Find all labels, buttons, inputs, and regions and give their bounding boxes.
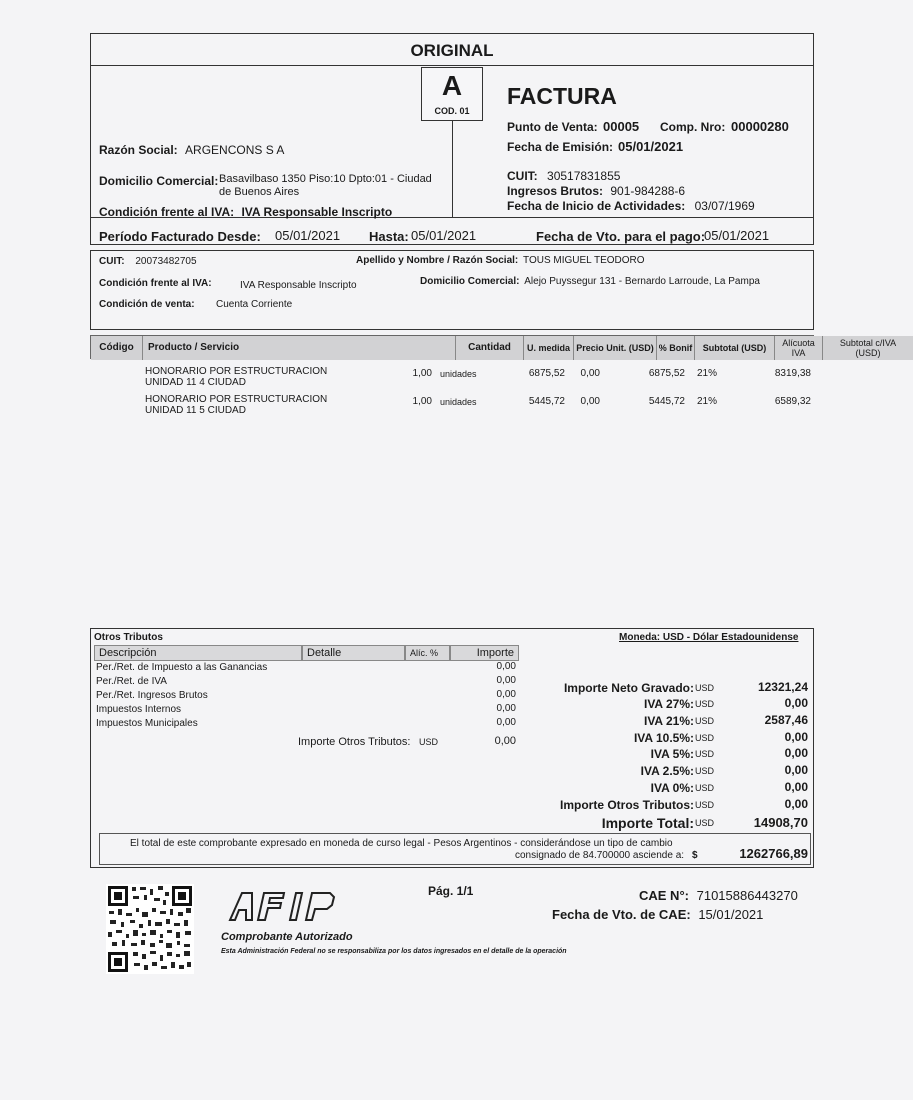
total-value: 12321,24	[757, 680, 808, 694]
emisor-razon-label: Razón Social:	[99, 143, 178, 157]
importe-total-row	[520, 815, 810, 833]
tributo-row-importe: 0,00	[496, 675, 516, 686]
vto-pago-label: Fecha de Vto. para el pago:	[536, 229, 706, 244]
pesos-line2: consignado de 84.700000 asciende a:	[515, 850, 685, 861]
tributo-row-importe: 0,00	[496, 717, 516, 728]
total-row	[520, 680, 810, 696]
total-label: IVA 0%:	[650, 781, 694, 795]
row-alicuota: 21%	[697, 368, 718, 379]
tributos-title: Otros Tributos	[94, 632, 163, 643]
emisor-domicilio-label: Domicilio Comercial:	[99, 174, 219, 188]
total-cur: USD	[695, 683, 715, 693]
tributo-row-importe: 0,00	[496, 661, 516, 672]
pv-label: Punto de Venta:	[507, 120, 598, 134]
total-value: 0,00	[784, 696, 808, 710]
total-label: IVA 21%:	[643, 714, 694, 728]
total-cur: USD	[695, 716, 715, 726]
receptor-domicilio: Alejo Puyssegur 131 - Bernardo Larroude, La Pampa	[524, 276, 760, 287]
emisor-iva: IVA Responsable Inscripto	[241, 205, 393, 219]
importe-total-cur: USD	[695, 818, 715, 828]
row-subtotal: 6875,52	[648, 368, 685, 379]
emisor-razon-row	[99, 143, 284, 157]
comprobante-autorizado: Comprobante Autorizado	[221, 931, 353, 943]
row-bonif: 0,00	[580, 368, 600, 379]
emisor-iva-label: Condición frente al IVA:	[99, 205, 235, 219]
cae-label: CAE N°:	[639, 888, 689, 903]
emisor-razon: ARGENCONS S A	[185, 143, 285, 157]
comp-value: 00000280	[731, 119, 789, 134]
total-row	[520, 696, 810, 712]
receptor-cuit-row	[99, 256, 197, 267]
tributo-row-desc: Impuestos Municipales	[96, 718, 198, 729]
row-desc-line1: HONORARIO POR ESTRUCTURACION	[145, 394, 328, 405]
row-subtotal-iva: 6589,32	[774, 396, 811, 407]
total-row	[520, 746, 810, 762]
periodo-hasta-label: Hasta:	[369, 229, 409, 244]
importe-total-value: 14908,70	[753, 815, 808, 830]
total-value: 0,00	[784, 746, 808, 760]
col-producto: Producto / Servicio	[143, 336, 456, 360]
ingresos-brutos-row	[507, 184, 685, 198]
total-value: 0,00	[784, 730, 808, 744]
col-precio: Precio Unit. (USD)	[574, 336, 657, 360]
ingresos-brutos-label: Ingresos Brutos:	[507, 184, 604, 198]
emisor-iva-row	[99, 205, 392, 219]
periodo-desde: 05/01/2021	[275, 228, 341, 243]
total-cur: USD	[695, 749, 715, 759]
col-umedida: U. medida	[524, 336, 574, 360]
pagina: Pág. 1/1	[428, 884, 474, 898]
receptor-cuit: 20073482705	[135, 256, 197, 267]
emisor-cuit-row	[507, 169, 620, 183]
table-row	[90, 364, 814, 392]
moneda: Moneda: USD - Dólar Estadounidense	[619, 632, 799, 643]
table-row	[90, 392, 814, 420]
tributo-row-desc: Per./Ret. de Impuesto a las Ganancias	[96, 662, 268, 673]
row-cantidad: 1,00	[412, 368, 432, 379]
row-unidad: unidades	[440, 397, 477, 407]
col-subtotal: Subtotal (USD)	[695, 336, 775, 360]
row-subtotal-iva: 8319,38	[774, 368, 811, 379]
total-cur: USD	[695, 699, 715, 709]
col-subtotal-iva: Subtotal c/IVA (USD)	[823, 336, 913, 360]
cae-row	[639, 888, 798, 903]
row-desc-line2: UNIDAD 11 5 CIUDAD	[145, 405, 246, 416]
original-title: ORIGINAL	[410, 41, 494, 60]
row-desc-line2: UNIDAD 11 4 CIUDAD	[145, 377, 246, 388]
tributos-total: 0,00	[494, 735, 516, 747]
letter-a: A	[441, 70, 463, 101]
importe-total-label: Importe Total:	[601, 815, 694, 831]
total-value: 2587,46	[764, 713, 808, 727]
receptor-nombre-label: Apellido y Nombre / Razón Social:	[356, 255, 519, 266]
total-label: IVA 2.5%:	[640, 764, 694, 778]
emisor-cuit-label: CUIT:	[507, 169, 538, 183]
total-label: IVA 10.5%:	[633, 731, 694, 745]
tributos-total-cur: USD	[419, 737, 439, 747]
col-codigo: Código	[91, 336, 143, 360]
tributos-col-alic: Alíc. %	[405, 645, 450, 661]
condicion-venta-label: Condición de venta:	[99, 299, 195, 310]
emisor-domicilio-2: de Buenos Aires	[219, 186, 300, 198]
inicio-actividades-label: Fecha de Inicio de Actividades:	[507, 199, 686, 213]
total-label: Importe Otros Tributos:	[559, 798, 694, 812]
items-table-header	[90, 335, 897, 359]
condicion-venta: Cuenta Corriente	[216, 299, 293, 310]
tributos-col-detalle: Detalle	[302, 645, 405, 661]
receptor-nombre-row	[356, 255, 645, 266]
inicio-actividades-row	[507, 199, 755, 213]
pv-value: 00005	[603, 119, 640, 134]
total-cur: USD	[695, 783, 715, 793]
tributos-col-importe: Importe	[450, 645, 519, 661]
cae-vto-label: Fecha de Vto. de CAE:	[552, 907, 691, 922]
pesos-line1: El total de este comprobante expresado en moneda de curso legal - Pesos Argentinos - considerándose un tipo de cambio	[130, 838, 673, 849]
receptor-iva: IVA Responsable Inscripto	[240, 280, 357, 291]
total-row	[520, 730, 810, 746]
row-desc-line1: HONORARIO POR ESTRUCTURACION	[145, 366, 328, 377]
disclaimer: Esta Administración Federal no se responsabiliza por los datos ingresados en el detalle de la operación	[221, 948, 567, 955]
row-unidad: unidades	[440, 369, 477, 379]
total-row	[520, 797, 810, 813]
total-row	[520, 713, 810, 729]
fecha-emision-label: Fecha de Emisión:	[507, 140, 614, 154]
inicio-actividades: 03/07/1969	[694, 199, 755, 213]
receptor-cuit-label: CUIT:	[99, 256, 125, 267]
vto-pago: 05/01/2021	[704, 228, 770, 243]
receptor-nombre: TOUS MIGUEL TEODORO	[523, 255, 645, 266]
total-row	[520, 780, 810, 796]
pesos-value: 1262766,89	[739, 846, 808, 861]
cod-label: COD. 01	[434, 106, 470, 116]
header-divider	[452, 120, 453, 217]
tributo-row-importe: 0,00	[496, 703, 516, 714]
fecha-emision: 05/01/2021	[618, 139, 684, 154]
cae-vto-row	[552, 907, 763, 922]
cae: 71015886443270	[696, 888, 798, 903]
pesos-symbol: $	[692, 850, 698, 861]
total-value: 0,00	[784, 763, 808, 777]
periodo-desde-label: Período Facturado Desde:	[99, 229, 261, 244]
total-value: 0,00	[784, 780, 808, 794]
total-cur: USD	[695, 766, 715, 776]
row-precio: 5445,72	[528, 396, 565, 407]
items-table-body	[90, 364, 814, 424]
row-precio: 6875,52	[528, 368, 565, 379]
periodo-hasta: 05/01/2021	[411, 228, 477, 243]
row-cantidad: 1,00	[412, 396, 432, 407]
total-row	[520, 763, 810, 779]
row-bonif: 0,00	[580, 396, 600, 407]
col-alicuota: Alícuota IVA	[775, 336, 823, 360]
emisor-cuit: 30517831855	[547, 169, 621, 183]
tributos-col-desc: Descripción	[94, 645, 302, 661]
total-label: IVA 27%:	[643, 697, 694, 711]
total-cur: USD	[695, 733, 715, 743]
total-cur: USD	[695, 800, 715, 810]
tributos-header	[94, 645, 519, 661]
total-label: IVA 5%:	[650, 747, 694, 761]
cae-vto: 15/01/2021	[698, 907, 764, 922]
comp-label: Comp. Nro:	[660, 120, 726, 134]
qr-code	[106, 884, 194, 974]
receptor-domicilio-label: Domicilio Comercial:	[420, 276, 520, 287]
ingresos-brutos: 901-984288-6	[610, 184, 686, 198]
emisor-domicilio-1: Basavilbaso 1350 Piso:10 Dpto:01 - Ciudad	[219, 173, 432, 185]
tributos-total-label: Importe Otros Tributos:	[298, 736, 411, 748]
tributo-row-desc: Per./Ret. de IVA	[96, 676, 167, 687]
col-cantidad: Cantidad	[456, 336, 524, 360]
col-bonif: % Bonif	[657, 336, 695, 360]
doc-type: FACTURA	[507, 83, 617, 109]
receptor-iva-label: Condición frente al IVA:	[99, 278, 212, 289]
row-alicuota: 21%	[697, 396, 718, 407]
total-label: Importe Neto Gravado:	[563, 681, 694, 695]
receptor-domicilio-row	[420, 276, 760, 287]
row-subtotal: 5445,72	[648, 396, 685, 407]
tributo-row-desc: Impuestos Internos	[96, 704, 182, 715]
tributo-row-importe: 0,00	[496, 689, 516, 700]
total-value: 0,00	[784, 797, 808, 811]
tributo-row-desc: Per./Ret. Ingresos Brutos	[96, 690, 208, 701]
afip-logo	[228, 890, 336, 922]
